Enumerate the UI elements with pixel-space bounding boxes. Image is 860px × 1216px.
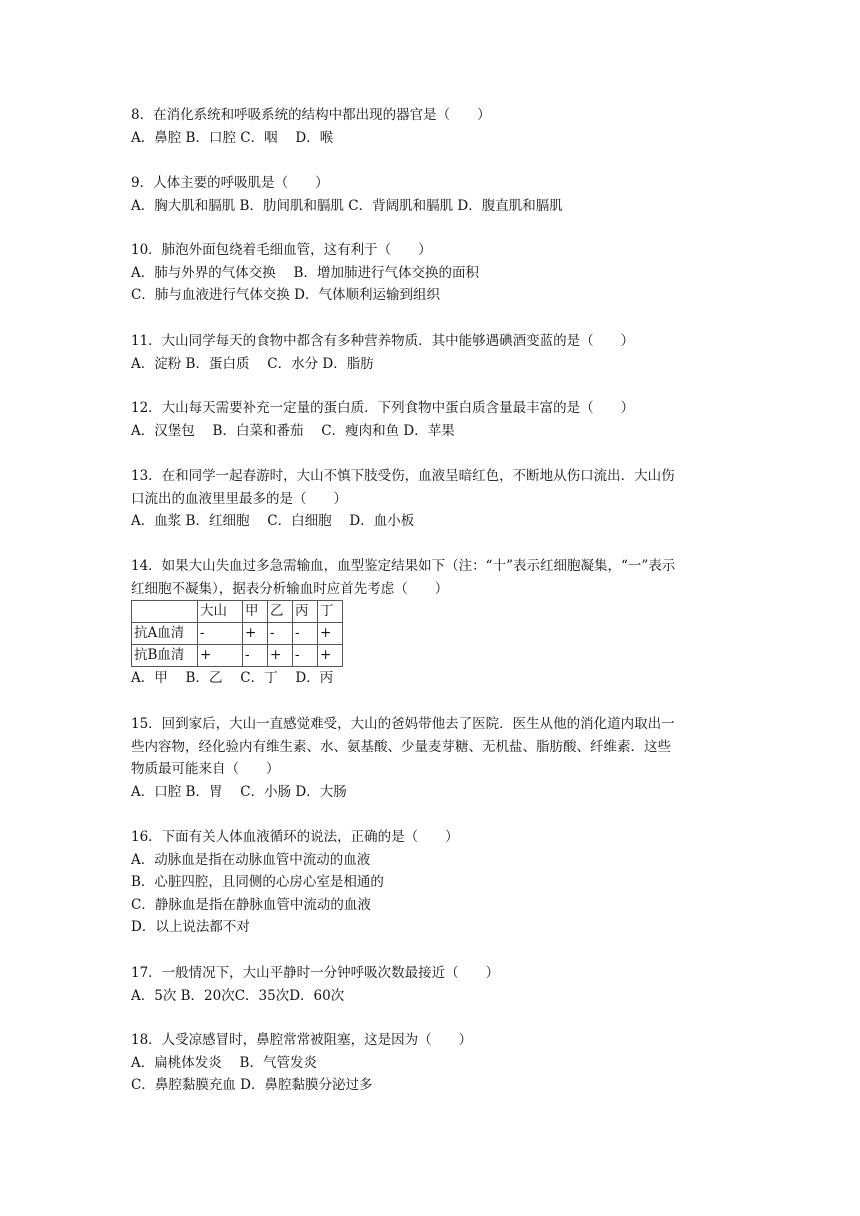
question-16 — [131, 826, 741, 939]
table-cell: - — [198, 623, 243, 645]
table-cell — [132, 601, 198, 623]
table-cell: 抗A血清 — [132, 623, 198, 645]
question-stem: 12．大山每天需要补充一定量的蛋白质．下列食物中蛋白质含量最丰富的是（ ） — [131, 400, 635, 416]
question-8 — [131, 104, 741, 149]
answer-options: C．静脉血是指在静脉血管中流动的血液 — [131, 896, 371, 913]
question-stem: 11．大山同学每天的食物中都含有多种营养物质．其中能够遇碘酒变蓝的是（ ） — [131, 333, 635, 349]
question-stem: 红细胞不凝集），据表分析输血时应首先考虑（ ） — [131, 580, 449, 597]
table-cell: + — [268, 645, 293, 667]
answer-options: A．动脉血是指在动脉血管中流动的血液 — [131, 851, 371, 868]
answer-options: A．5次 B．20次C．35次D．60次 — [131, 987, 345, 1004]
answer-options: C．肺与血液进行气体交换 D．气体顺利运输到组织 — [131, 287, 440, 303]
table-cell: + — [198, 645, 243, 667]
answer-options: B．心脏四腔，且同侧的心房心室是相通的 — [131, 874, 384, 890]
answer-options: A．扁桃体发炎 B．气管发炎 — [131, 1054, 317, 1071]
question-10 — [131, 239, 741, 307]
table-cell: + — [318, 645, 343, 667]
table-cell: + — [318, 623, 343, 645]
answer-options: C．鼻腔黏膜充血 D．鼻腔黏膜分泌过多 — [131, 1077, 373, 1093]
question-15 — [131, 713, 741, 803]
question-11 — [131, 330, 741, 375]
table-row — [132, 645, 343, 667]
table-cell: 乙 — [268, 601, 293, 623]
answer-options: A．鼻腔 B．口腔 C．咽 D．喉 — [131, 129, 334, 146]
question-stem: 15．回到家后，大山一直感觉难受，大山的爸妈带他去了医院．医生从他的消化道内取出一 — [131, 716, 675, 732]
table-cell: - — [293, 645, 318, 667]
answer-options: A．肺与外界的气体交换 B．增加肺进行气体交换的面积 — [131, 264, 479, 281]
question-stem: 口流出的血液里里最多的是（ ） — [131, 490, 347, 507]
table-cell: 甲 — [243, 601, 268, 623]
answer-options: A．甲 B．乙 C．丁 D．丙 — [131, 670, 334, 686]
question-stem: 8．在消化系统和呼吸系统的结构中都出现的器官是（ ） — [131, 107, 491, 123]
question-stem: 13．在和同学一起春游时，大山不慎下肢受伤，血液呈暗红色，不断地从伤口流出．大山伤 — [131, 468, 675, 484]
question-17 — [131, 962, 741, 1007]
question-stem: 物质最可能来自（ ） — [131, 761, 280, 777]
table-cell: - — [268, 623, 293, 645]
table-cell: 丁 — [318, 601, 343, 623]
question-stem: 9．人体主要的呼吸肌是（ ） — [131, 175, 329, 191]
question-9 — [131, 172, 741, 217]
blood-type-table — [131, 600, 343, 667]
question-12 — [131, 397, 741, 442]
question-14 — [131, 555, 741, 690]
question-stem: 17．一般情况下，大山平静时一分钟呼吸次数最接近（ ） — [131, 965, 500, 981]
answer-options: D．以上说法都不对 — [131, 919, 250, 935]
answer-options: A．口腔 B．胃 C．小肠 D．大肠 — [131, 783, 347, 800]
answer-options: A．血浆 B．红细胞 C．白细胞 D．血小板 — [131, 513, 415, 529]
table-cell: - — [243, 645, 268, 667]
table-cell: + — [243, 623, 268, 645]
question-stem: 16．下面有关人体血液循环的说法，正确的是（ ） — [131, 829, 459, 845]
answer-options: A．胸大肌和膈肌 B．肋间肌和膈肌 C．背阔肌和膈肌 D．腹直肌和膈肌 — [131, 197, 563, 214]
table-row — [132, 623, 343, 645]
table-cell: 抗B血清 — [132, 645, 198, 667]
question-13 — [131, 465, 741, 533]
answer-options: A．汉堡包 B．白菜和番茄 C．瘦肉和鱼 D．苹果 — [131, 422, 455, 439]
table-header-row — [132, 601, 343, 623]
table-cell: 丙 — [293, 601, 318, 623]
question-stem: 14．如果大山失血过多急需输血，血型鉴定结果如下（注：“十”表示红细胞凝集，“一”表示 — [131, 558, 676, 574]
table-cell: - — [293, 623, 318, 645]
question-stem: 18．人受凉感冒时，鼻腔常常被阻塞，这是因为（ ） — [131, 1032, 473, 1048]
table-cell: 大山 — [198, 601, 243, 623]
question-stem: 10．肺泡外面包绕着毛细血管，这有利于（ ） — [131, 242, 432, 258]
answer-options: A．淀粉 B．蛋白质 C．水分 D．脂肪 — [131, 355, 374, 372]
question-18 — [131, 1029, 741, 1097]
question-stem: 些内容物，经化验内有维生素、水、氨基酸、少量麦芽糖、无机盐、脂肪酸、纤维素．这些 — [131, 738, 671, 755]
